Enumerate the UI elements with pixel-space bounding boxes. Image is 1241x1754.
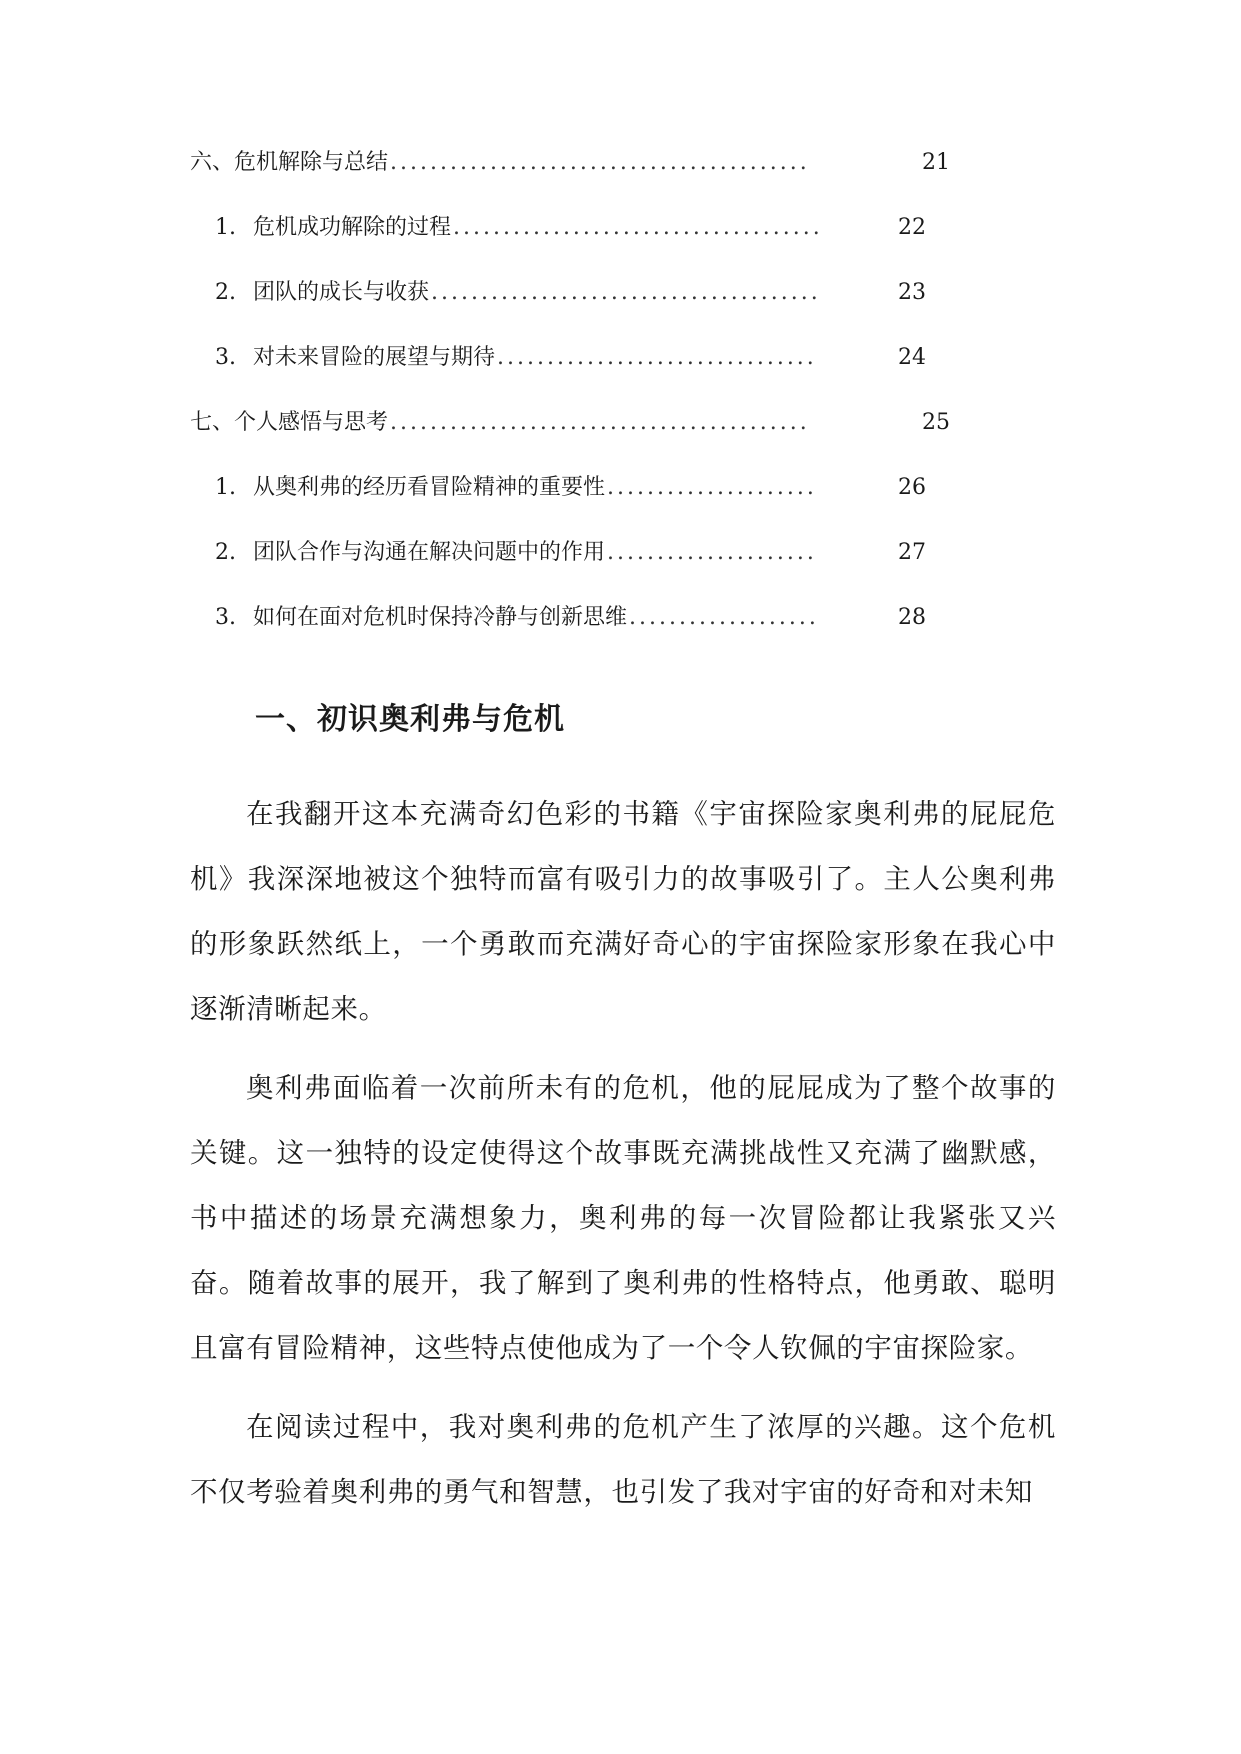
toc-entry-number: 2. (215, 540, 236, 565)
toc-entry-number: 2. (215, 280, 236, 305)
paragraph: 在我翻开这本充满奇幻色彩的书籍《宇宙探险家奥利弗的屁屁危机》我深深地被这个独特而富有吸引力的故事吸引了。主人公奥利弗的形象跃然纸上，一个勇敢而充满好奇心的宇宙探险家形象在我心中逐渐清晰起来。 (190, 798, 1056, 1025)
toc-entry-number: 3. (215, 605, 236, 630)
toc-page-number: 25 (922, 410, 950, 435)
toc-leader-dots: ....................................... (431, 280, 821, 305)
toc-page-number: 21 (922, 150, 950, 175)
table-of-contents (190, 148, 950, 668)
body-text (190, 782, 1056, 1539)
toc-entry-title: 对未来冒险的展望与期待 (253, 345, 496, 370)
toc-entry-title: 从奥利弗的经历看冒险精神的重要性 (253, 475, 606, 500)
toc-entry[interactable] (190, 148, 950, 213)
toc-entry[interactable] (190, 603, 950, 668)
toc-leader-dots: ..................................... (453, 215, 823, 240)
toc-leader-dots: .......................................... (390, 150, 810, 175)
toc-page-number: 23 (898, 280, 926, 305)
toc-page-number: 24 (898, 345, 926, 370)
toc-entry-title: 如何在面对危机时保持冷静与创新思维 (253, 605, 628, 630)
toc-entry[interactable] (190, 473, 950, 538)
toc-entry-title: 危机成功解除的过程 (253, 215, 452, 240)
toc-entry[interactable] (190, 213, 950, 278)
toc-entry-number: 1. (215, 215, 236, 240)
toc-entry-number: 3. (215, 345, 236, 370)
paragraph: 奥利弗面临着一次前所未有的危机，他的屁屁成为了整个故事的关键。这一独特的设定使得这个故事既充满挑战性又充满了幽默感，书中描述的场景充满想象力，奥利弗的每一次冒险都让我紧张又兴奋。随着故事的展开，我了解到了奥利弗的性格特点，他勇敢、聪明且富有冒险精神，这些特点使他成为了一个令人钦佩的宇宙探险家。 (190, 1072, 1056, 1364)
toc-entry[interactable] (190, 538, 950, 603)
toc-page-number: 26 (898, 475, 926, 500)
toc-entry-title: 七、个人感悟与思考 (190, 410, 389, 435)
toc-leader-dots: ................................ (497, 345, 817, 370)
toc-entry-title: 六、危机解除与总结 (190, 150, 389, 175)
toc-entry-number: 1. (215, 475, 236, 500)
toc-page-number: 27 (898, 540, 926, 565)
toc-leader-dots: ................... (629, 605, 819, 630)
toc-entry[interactable] (190, 343, 950, 408)
section-heading: 一、初识奥利弗与危机 (255, 702, 565, 737)
toc-entry[interactable] (190, 278, 950, 343)
toc-page-number: 22 (898, 215, 926, 240)
toc-entry-title: 团队合作与沟通在解决问题中的作用 (253, 540, 606, 565)
toc-leader-dots: .......................................... (390, 410, 810, 435)
toc-page-number: 28 (898, 605, 926, 630)
toc-entry[interactable] (190, 408, 950, 473)
toc-leader-dots: ..................... (607, 540, 817, 565)
toc-entry-title: 团队的成长与收获 (253, 280, 430, 305)
toc-leader-dots: ..................... (607, 475, 817, 500)
paragraph: 在阅读过程中，我对奥利弗的危机产生了浓厚的兴趣。这个危机不仅考验着奥利弗的勇气和智慧，也引发了我对宇宙的好奇和对未知 (190, 1411, 1056, 1508)
